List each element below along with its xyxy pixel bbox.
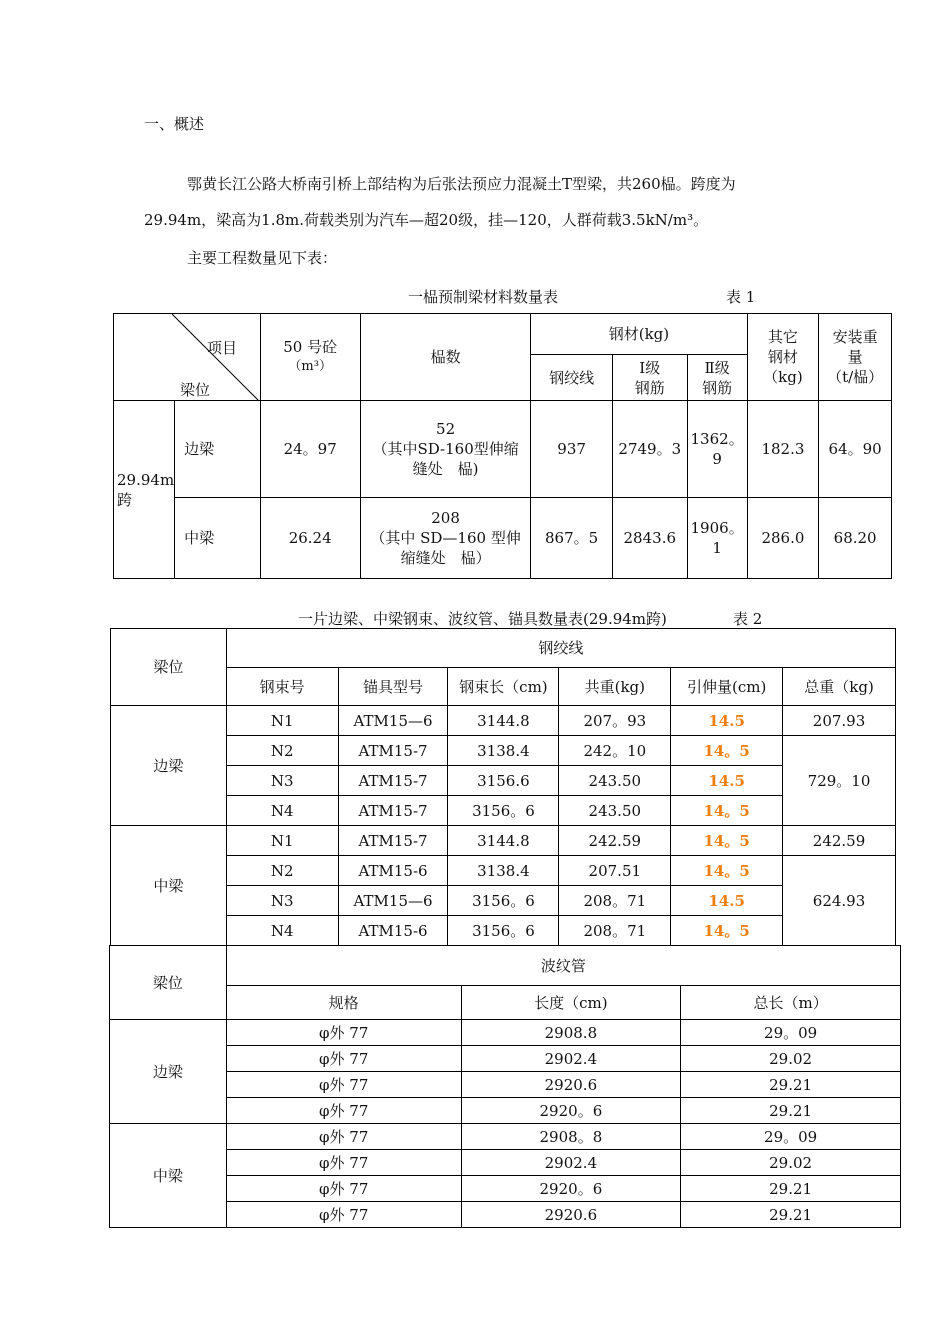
row-concrete: 24。97	[260, 401, 360, 498]
elongation: 14.5	[671, 886, 783, 916]
material-quantity-table	[113, 313, 892, 579]
duct-spec: φ外 77	[226, 1020, 461, 1046]
duct-total: 29.21	[681, 1202, 901, 1228]
row-pos: 中梁	[175, 498, 260, 579]
anchor-type: ATM15-7	[338, 766, 448, 796]
duct-total: 29.21	[681, 1176, 901, 1202]
col-header: 长度（cm)	[461, 986, 681, 1020]
duct-length: 2908。8	[461, 1124, 681, 1150]
col-header: 规格	[226, 986, 461, 1020]
concrete-header	[260, 314, 360, 401]
strand-weight: 207.51	[559, 856, 671, 886]
other-steel-header: 其它 钢材 （kg)	[747, 314, 819, 401]
duct-length: 2908.8	[461, 1020, 681, 1046]
duct-spec: φ外 77	[226, 1150, 461, 1176]
concrete-label: 50 号砼	[283, 338, 338, 356]
strand-weight: 243.50	[559, 766, 671, 796]
elongation: 14.5	[671, 766, 783, 796]
duct-total: 29。09	[681, 1124, 901, 1150]
row-concrete: 26.24	[260, 498, 360, 579]
anchor-type: ATM15-7	[338, 826, 448, 856]
anchor-type: ATM15-7	[338, 736, 448, 766]
group-pos: 边梁	[110, 1020, 227, 1124]
col-header: 共重(kg)	[559, 668, 671, 706]
strand-no: N3	[226, 766, 338, 796]
duct-spec: φ外 77	[226, 1176, 461, 1202]
diag-top-label: 项目	[207, 339, 238, 357]
col-header: 总长（m）	[681, 986, 901, 1020]
duct-total: 29.21	[681, 1098, 901, 1124]
pos-header: 梁位	[111, 629, 227, 706]
strand-weight: 207。93	[559, 706, 671, 736]
col-header: 引伸量(cm)	[671, 668, 783, 706]
col-header: 钢束号	[226, 668, 338, 706]
strand-no: N1	[226, 706, 338, 736]
duct-spec: φ外 77	[226, 1072, 461, 1098]
pos-header: 梁位	[110, 946, 227, 1020]
strand-weight: 208。71	[559, 886, 671, 916]
steel-header: 钢材(kg)	[531, 314, 747, 355]
duct-total: 29.02	[681, 1150, 901, 1176]
row-grade1: 2843.6	[612, 498, 687, 579]
strand-length: 3156。6	[448, 916, 559, 946]
row-grade1: 2749。3	[612, 401, 687, 498]
duct-table	[109, 945, 901, 1228]
strand-length: 3138.4	[448, 856, 559, 886]
elongation: 14.5	[671, 706, 783, 736]
total-weight: 624.93	[783, 856, 896, 946]
install-weight-header: 安装重 量 （t/榀）	[819, 314, 892, 401]
table2-caption: 一片边梁、中梁钢束、波纹管、锚具数量表(29.94m跨)	[298, 610, 667, 628]
span-cell: 29.94m 跨	[114, 401, 175, 579]
col-header: 钢束长（cm)	[448, 668, 559, 706]
duct-total: 29.21	[681, 1072, 901, 1098]
duct-spec: φ外 77	[226, 1202, 461, 1228]
duct-total: 29.02	[681, 1046, 901, 1072]
anchor-type: ATM15—6	[338, 886, 448, 916]
grade2-header: Ⅱ级 钢筋	[687, 355, 747, 401]
grade1-header: Ⅰ级 钢筋	[612, 355, 687, 401]
row-strand: 937	[531, 401, 613, 498]
row-grade2: 1362。9	[687, 401, 747, 498]
duct-spec: φ外 77	[226, 1046, 461, 1072]
duct-spec: φ外 77	[226, 1124, 461, 1150]
duct-length: 2920.6	[461, 1072, 681, 1098]
intro-line-2: 29.94m，梁高为1.8m.荷载类别为汽车—超20级，挂—120，人群荷载3.5kN/m³。	[144, 211, 709, 229]
elongation: 14。5	[671, 826, 783, 856]
diag-bottom-label: 梁位	[180, 381, 211, 399]
strand-length: 3144.8	[448, 706, 559, 736]
elongation: 14。5	[671, 856, 783, 886]
row-count: 208 （其中 SD—160 型伸 缩缝处 榀）	[360, 498, 530, 579]
strand-weight: 242.59	[559, 826, 671, 856]
row-count: 52 （其中SD-160型伸缩 缝处 榀)	[360, 401, 530, 498]
strand-weight: 243.50	[559, 796, 671, 826]
strand-no: N1	[226, 826, 338, 856]
strand-weight: 208。71	[559, 916, 671, 946]
strand-no: N4	[226, 796, 338, 826]
elongation: 14。5	[671, 796, 783, 826]
intro-line-3: 主要工程数量见下表：	[187, 249, 338, 267]
duct-header: 波纹管	[226, 946, 900, 986]
duct-length: 2902.4	[461, 1150, 681, 1176]
anchor-type: ATM15-6	[338, 916, 448, 946]
strand-weight: 242。10	[559, 736, 671, 766]
strand-no: N4	[226, 916, 338, 946]
total-weight: 242.59	[783, 826, 896, 856]
elongation: 14。5	[671, 736, 783, 766]
count-header: 榀数	[360, 314, 530, 401]
strand-no: N3	[226, 886, 338, 916]
row-strand: 867。5	[531, 498, 613, 579]
table1-tag: 表 1	[726, 288, 756, 306]
strand-length: 3144.8	[448, 826, 559, 856]
table1-caption: 一榀预制梁材料数量表	[408, 288, 559, 306]
anchor-type: ATM15-6	[338, 856, 448, 886]
col-header: 总重（kg)	[783, 668, 896, 706]
concrete-unit: （m³）	[288, 359, 332, 374]
table2-tag: 表 2	[733, 610, 763, 628]
duct-spec: φ外 77	[226, 1098, 461, 1124]
row-pos: 边梁	[175, 401, 260, 498]
duct-length: 2920.6	[461, 1202, 681, 1228]
anchor-type: ATM15-7	[338, 796, 448, 826]
diagonal-header-cell	[114, 314, 261, 401]
duct-length: 2920。6	[461, 1176, 681, 1202]
duct-total: 29。09	[681, 1020, 901, 1046]
total-weight: 207.93	[783, 706, 896, 736]
strand-length: 3156.6	[448, 766, 559, 796]
group-pos: 边梁	[111, 706, 227, 826]
intro-line-1: 鄂黄长江公路大桥南引桥上部结构为后张法预应力混凝土T型梁，共260榀。跨度为	[187, 175, 736, 193]
strand-no: N2	[226, 736, 338, 766]
row-other: 286.0	[747, 498, 819, 579]
strand-no: N2	[226, 856, 338, 886]
strand-header: 钢绞线	[226, 629, 895, 668]
strand-anchor-table	[110, 628, 896, 946]
group-pos: 中梁	[111, 826, 227, 946]
elongation: 14。5	[671, 916, 783, 946]
strand-header: 钢绞线	[531, 355, 613, 401]
col-header: 锚具型号	[338, 668, 448, 706]
strand-length: 3138.4	[448, 736, 559, 766]
row-weight: 64。90	[819, 401, 892, 498]
strand-length: 3156。6	[448, 886, 559, 916]
duct-length: 2902.4	[461, 1046, 681, 1072]
strand-length: 3156。6	[448, 796, 559, 826]
total-weight: 729。10	[783, 736, 896, 826]
anchor-type: ATM15—6	[338, 706, 448, 736]
row-grade2: 1906。1	[687, 498, 747, 579]
duct-length: 2920。6	[461, 1098, 681, 1124]
row-weight: 68.20	[819, 498, 892, 579]
group-pos: 中梁	[110, 1124, 227, 1228]
row-other: 182.3	[747, 401, 819, 498]
section-title: 一、概述	[144, 115, 205, 133]
